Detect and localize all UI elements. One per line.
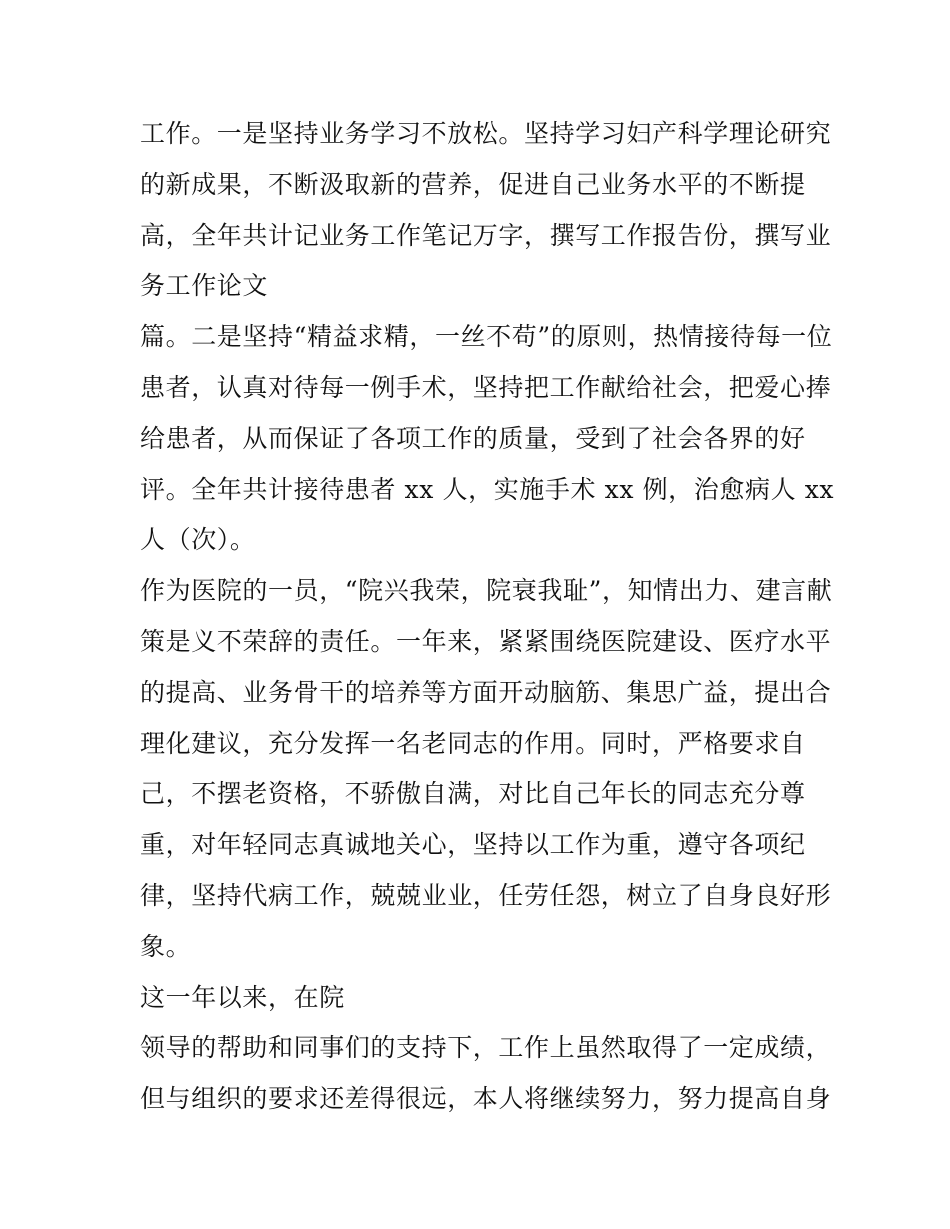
text-line: 务工作论文: [140, 271, 269, 301]
text-line: 篇。二是坚持“精益求精，一丝不苟”的原则，热情接待每一位: [140, 322, 833, 352]
text-line: 重，对年轻同志真诚地关心，坚持以工作为重，遵守各项纪: [140, 830, 806, 860]
text-line: 理化建议，充分发挥一名老同志的作用。同时，严格要求自: [140, 728, 806, 758]
document-body: [140, 109, 835, 1125]
text-line: 给患者，从而保证了各项工作的质量，受到了社会各界的好: [140, 423, 806, 453]
text-line: 己，不摆老资格，不骄傲自满，对比自己年长的同志充分尊: [140, 779, 806, 809]
text-line: 领导的帮助和同事们的支持下，工作上虽然取得了一定成绩，: [140, 1033, 832, 1063]
text-line: 的提高、业务骨干的培养等方面开动脑筋、集思广益，提出合: [140, 677, 832, 707]
text-line: 这一年以来，在院: [140, 982, 345, 1012]
text-line: 策是义不荣辞的责任。一年来，紧紧围绕医院建设、医疗水平: [140, 626, 832, 656]
text-line: 象。: [140, 931, 192, 961]
text-line: 律，坚持代病工作，兢兢业业，任劳任怨，树立了自身良好形: [140, 880, 832, 910]
text-line: 的新成果，不断汲取新的营养，促进自己业务水平的不断提: [140, 169, 806, 199]
text-line: 评。全年共计接待患者 xx 人，实施手术 xx 例，治愈病人 xx: [140, 474, 835, 504]
text-line: 但与组织的要求还差得很远，本人将继续努力，努力提高自身: [140, 1084, 832, 1114]
text-line: 工作。一是坚持业务学习不放松。坚持学习妇产科学理论研究: [140, 119, 832, 148]
text-line: 人（次）。: [140, 525, 256, 555]
text-line: 患者，认真对待每一例手术，坚持把工作献给社会，把爱心捧: [140, 372, 832, 402]
text-line: 作为医院的一员，“院兴我荣，院衰我耻”，知情出力、建言献: [140, 576, 833, 606]
text-line: 高，全年共计记业务工作笔记万字，撰写工作报告份，撰写业: [140, 220, 832, 250]
